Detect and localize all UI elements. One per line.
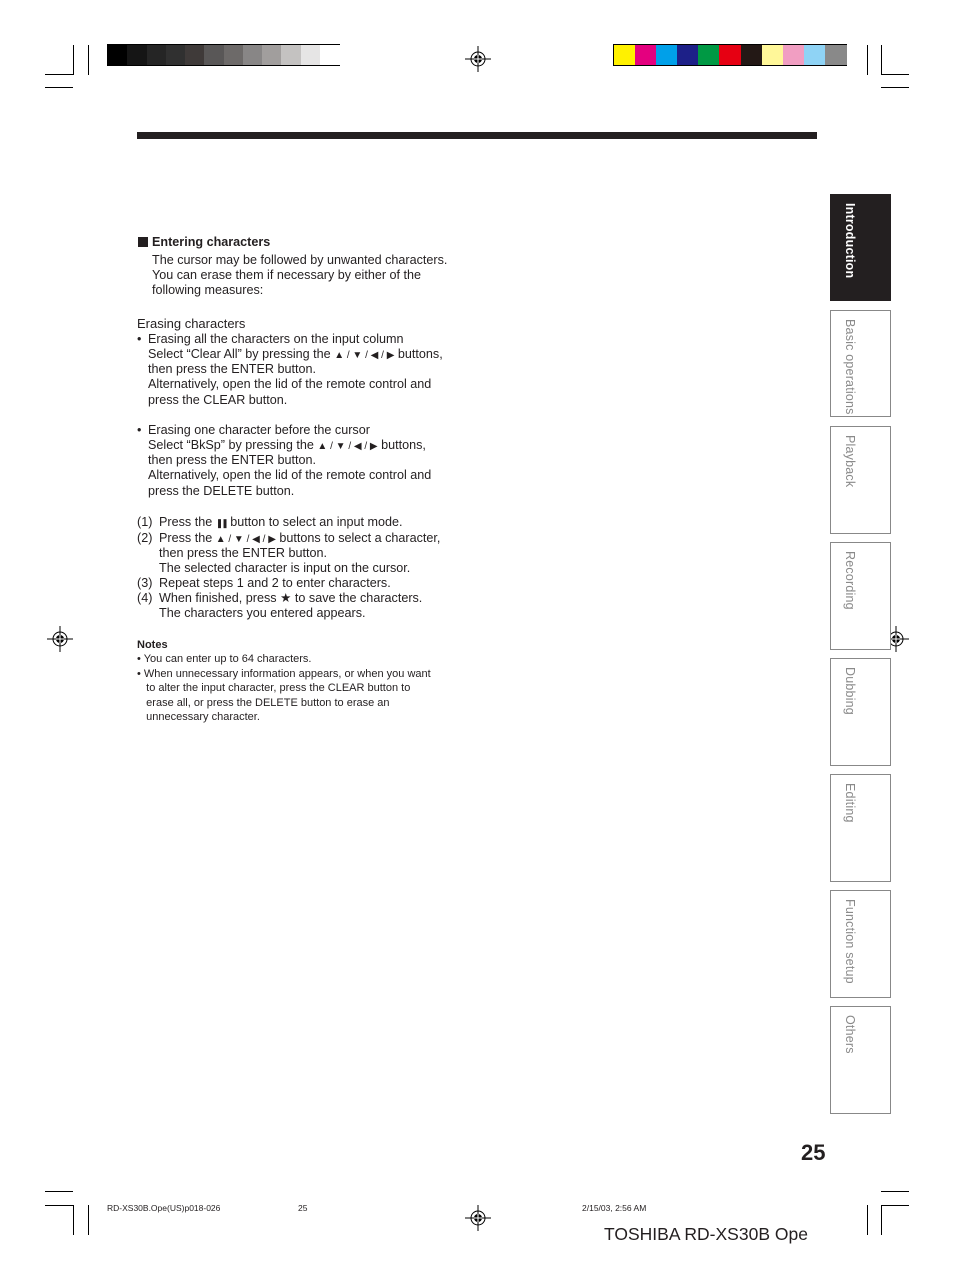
arrow-buttons-icon: ▲ / ▼ / ◀ / ▶ [317,441,378,452]
crop-mark [881,1205,909,1206]
tab-label: Function setup [843,899,857,984]
tab-basic-operations[interactable] [830,310,891,417]
tab-label: Dubbing [843,667,857,715]
bullet2-line: Select “BkSp” by pressing the ▲ / ▼ / ◀ / ▶ buttons, [148,438,426,452]
calibration-swatch [762,45,784,65]
step-4: When finished, press ★ to save the characters. [159,591,423,605]
tab-label: Basic operations [843,319,857,415]
intro-line: The cursor may be followed by unwanted characters. [152,253,448,267]
bullet1-title: Erasing all the characters on the input column [148,332,404,346]
calibration-swatch [677,45,699,65]
section-heading: Entering characters [152,235,271,249]
tab-dubbing[interactable] [830,658,891,766]
registration-mark-icon [47,626,73,652]
note-line: • When unnecessary information appears, or when you want [137,668,431,680]
crop-mark [45,1191,73,1192]
calibration-swatch [243,45,263,65]
notes-title: Notes [137,639,168,651]
pause-icon: ❚❚ [215,518,227,528]
erasing-title: Erasing characters [137,316,246,331]
calibration-swatch [741,45,763,65]
calibration-swatch [656,45,678,65]
crop-mark [73,45,74,75]
bullet2-title: Erasing one character before the cursor [148,423,370,437]
tab-function-setup[interactable] [830,890,891,998]
tab-label: Recording [843,551,857,610]
calibration-swatch [147,45,167,65]
crop-mark [867,45,868,75]
calibration-swatch [783,45,805,65]
step-1: Press the ❚❚ button to select an input mode. [159,515,403,529]
calibration-swatch [301,45,321,65]
calibration-swatch [719,45,741,65]
calibration-swatch [698,45,720,65]
arrow-buttons-icon: ▲ / ▼ / ◀ / ▶ [334,350,395,361]
section-bullet-square [138,237,148,247]
calibration-swatch [825,45,847,65]
tab-recording[interactable] [830,542,891,650]
tab-introduction[interactable] [830,194,891,301]
tab-label: Others [843,1015,857,1054]
calibration-swatch [804,45,826,65]
crop-mark [45,1205,73,1206]
step-number: (1) [137,515,153,529]
note-line: unnecessary character. [137,711,260,723]
bullet2-line: then press the ENTER button. [148,453,317,467]
calibration-swatch [166,45,186,65]
intro-line: You can erase them if necessary by either of the [152,268,422,282]
calibration-swatch [320,45,340,65]
step-2: Press the ▲ / ▼ / ◀ / ▶ buttons to select a character, [159,531,441,545]
calibration-swatch [262,45,282,65]
crop-mark [45,87,73,88]
crop-mark [881,87,909,88]
footer-date: 2/15/03, 2:56 AM [582,1203,647,1213]
calibration-swatch [224,45,244,65]
bullet2-line: Alternatively, open the lid of the remote control and [148,468,432,482]
crop-mark [881,45,882,75]
bullet2-line: press the DELETE button. [148,484,295,498]
calibration-swatch [281,45,301,65]
crop-mark [88,1205,89,1235]
registration-mark-icon [465,46,491,72]
crop-mark [88,45,89,75]
crop-mark [881,1205,882,1235]
note-line: erase all, or press the DELETE button to erase an [137,697,390,709]
crop-mark [867,1205,868,1235]
crop-mark [881,1191,909,1192]
tab-editing[interactable] [830,774,891,882]
footer-page: 25 [298,1203,308,1213]
footer-brand: TOSHIBA RD-XS30B Ope [604,1224,808,1244]
header-rule [137,132,817,139]
step-2-line: then press the ENTER button. [159,546,328,560]
bullet1-line: Select “Clear All” by pressing the ▲ / ▼ / ◀ / ▶ buttons, [148,347,443,361]
bullet1-line: Alternatively, open the lid of the remote control and [148,377,432,391]
intro-line: following measures: [152,283,264,297]
calibration-swatch [127,45,147,65]
calibration-swatch [108,45,128,65]
step-4-line: The characters you entered appears. [159,606,366,620]
tab-others[interactable] [830,1006,891,1114]
step-number: (2) [137,531,153,545]
tab-label: Playback [843,435,857,488]
bullet1-line: press the CLEAR button. [148,393,288,407]
note-line: to alter the input character, press the CLEAR button to [137,682,411,694]
gray-calibration-bar [107,44,340,66]
step-number: (4) [137,591,153,605]
calibration-swatch [185,45,205,65]
page-number: 25 [801,1140,826,1165]
color-calibration-bar [613,44,847,66]
bullet1-line: then press the ENTER button. [148,362,317,376]
registration-mark-icon [465,1205,491,1231]
star-icon: ★ [280,591,292,605]
step-2-line: The selected character is input on the cursor. [159,561,411,575]
note-line: • You can enter up to 64 characters. [137,653,312,665]
crop-mark [73,1205,74,1235]
step-3: Repeat steps 1 and 2 to enter characters. [159,576,391,590]
bullet-glyph: • [137,423,142,437]
arrow-buttons-icon: ▲ / ▼ / ◀ / ▶ [215,534,276,545]
crop-mark [45,74,73,75]
calibration-swatch [614,45,636,65]
tab-label: Introduction [843,203,857,279]
crop-mark [881,74,909,75]
footer-file: RD-XS30B.Ope(US)p018-026 [107,1203,221,1213]
step-number: (3) [137,576,153,590]
calibration-swatch [635,45,657,65]
calibration-swatch [204,45,224,65]
tab-playback[interactable] [830,426,891,534]
tab-label: Editing [843,783,857,823]
bullet-glyph: • [137,332,142,346]
